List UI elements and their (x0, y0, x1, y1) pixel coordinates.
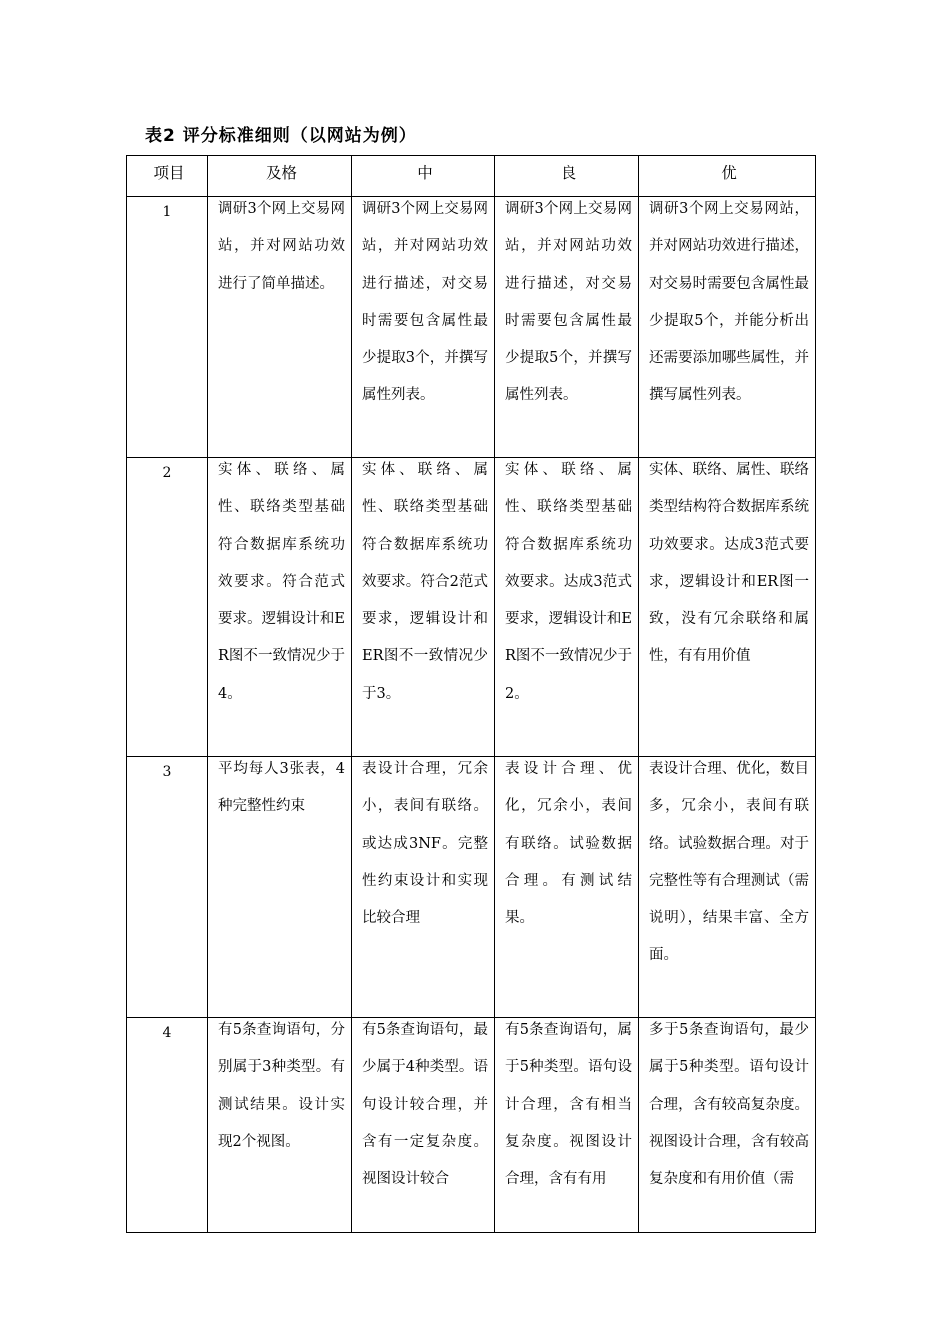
cell-text: 实体、联络、属性、联络类型基础符合数据库系统功效要求。达成3范式要求，逻辑设计和ER图不一致情况少于2。 (505, 462, 632, 702)
cell-text: 调研3个网上交易网站，并对网站功效进行了简单描述。 (218, 201, 345, 292)
excellent-cell (639, 197, 816, 458)
pass-cell (208, 757, 352, 1018)
medium-cell (352, 1018, 495, 1233)
cell-text: 表设计合理、优化，冗余小，表间有联络。试验数据合理。有测试结果。 (505, 761, 632, 927)
item-number: 1 (127, 197, 208, 458)
header-item: 项目 (127, 156, 208, 197)
pass-cell (208, 1018, 352, 1233)
table-row (127, 1018, 816, 1233)
cell-text: 表设计合理，冗余小，表间有联络。或达成3NF。完整性约束设计和实现比较合理 (362, 761, 488, 927)
scoring-criteria-table (126, 155, 816, 1233)
medium-cell (352, 197, 495, 458)
cell-text: 实体、联络、属性、联络类型基础符合数据库系统功效要求。符合范式要求。逻辑设计和ER图不一致情况少于4。 (218, 462, 345, 702)
cell-text: 表设计合理、优化，数目多，冗余小，表间有联络。试验数据合理。对于完整性等有合理测试（需说明），结果丰富、全方面。 (649, 761, 809, 964)
excellent-cell (639, 458, 816, 757)
table-row (127, 197, 816, 458)
cell-text: 调研3个网上交易网站，并对网站功效进行描述，对交易时需要包含属性最少提取5个，并撰写属性列表。 (505, 201, 632, 404)
header-good: 良 (495, 156, 639, 197)
table-row (127, 757, 816, 1018)
excellent-cell (639, 757, 816, 1018)
header-row (127, 156, 816, 197)
medium-cell (352, 757, 495, 1018)
table-title: 表2 评分标准细则（以网站为例） (145, 126, 417, 146)
item-number: 3 (127, 757, 208, 1018)
cell-text: 实体、联络、属性、联络类型结构符合数据库系统功效要求。达成3范式要求，逻辑设计和ER图一致，没有冗余联络和属性，有有用价值 (649, 462, 809, 665)
cell-text: 有5条查询语句，最少属于4种类型。语句设计较合理，并含有一定复杂度。视图设计较合 (362, 1022, 488, 1188)
header-excellent: 优 (639, 156, 816, 197)
cell-text: 平均每人3张表，4种完整性约束 (218, 761, 345, 815)
cell-text: 调研3个网上交易网站，并对网站功效进行描述，对交易时需要包含属性最少提取5个，并能分析出还需要添加哪些属性，并撰写属性列表。 (649, 201, 809, 404)
medium-cell (352, 458, 495, 757)
cell-text: 调研3个网上交易网站，并对网站功效进行描述，对交易时需要包含属性最少提取3个，并撰写属性列表。 (362, 201, 488, 404)
pass-cell (208, 458, 352, 757)
good-cell (495, 197, 639, 458)
header-medium: 中 (352, 156, 495, 197)
cell-text: 有5条查询语句，属于5种类型。语句设计合理，含有相当复杂度。视图设计合理，含有有用 (505, 1022, 632, 1188)
item-number: 2 (127, 458, 208, 757)
good-cell (495, 1018, 639, 1233)
excellent-cell (639, 1018, 816, 1233)
good-cell (495, 458, 639, 757)
cell-text: 多于5条查询语句，最少属于5种类型。语句设计合理，含有较高复杂度。视图设计合理，含有较高复杂度和有用价值（需 (649, 1022, 809, 1188)
header-pass: 及格 (208, 156, 352, 197)
good-cell (495, 757, 639, 1018)
item-number: 4 (127, 1018, 208, 1233)
table-row (127, 458, 816, 757)
cell-text: 实体、联络、属性、联络类型基础符合数据库系统功效要求。符合2范式要求，逻辑设计和ER图不一致情况少于3。 (362, 462, 488, 702)
pass-cell (208, 197, 352, 458)
cell-text: 有5条查询语句，分别属于3种类型。有测试结果。设计实现2个视图。 (218, 1022, 345, 1150)
